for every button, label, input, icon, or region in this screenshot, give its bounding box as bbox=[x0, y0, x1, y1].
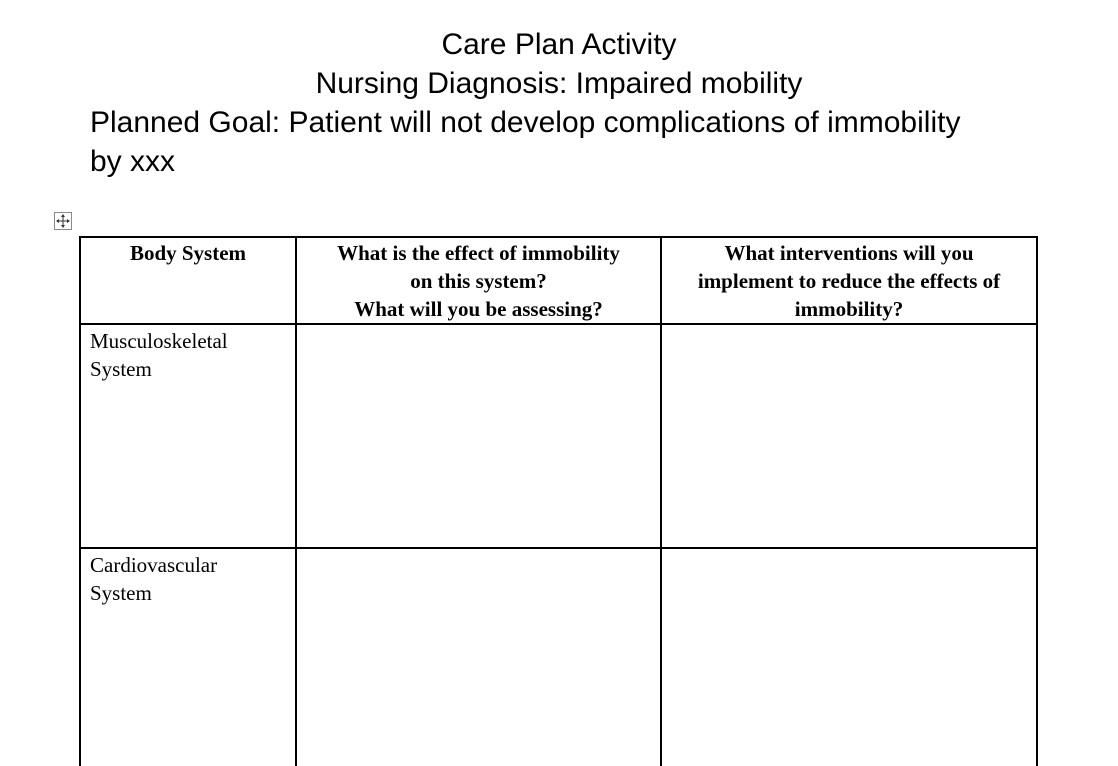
interventions-cell[interactable] bbox=[661, 324, 1037, 548]
header-interventions-line-3: immobility? bbox=[794, 297, 904, 321]
header-interventions-line-2: implement to reduce the effects of bbox=[697, 269, 1001, 293]
care-plan-table bbox=[79, 236, 1038, 766]
body-system-name: Cardiovascular bbox=[90, 553, 218, 577]
header-effect-line-3: What will you be assessing? bbox=[354, 297, 603, 321]
header-effect-line-1: What is the effect of immobility bbox=[337, 241, 620, 265]
table-row bbox=[80, 548, 1037, 766]
table-header-row bbox=[80, 237, 1037, 324]
body-system-cell[interactable] bbox=[80, 324, 296, 548]
nursing-diagnosis: Nursing Diagnosis: Impaired mobility bbox=[315, 67, 803, 100]
header-interventions bbox=[661, 237, 1037, 324]
planned-goal: Planned Goal: Patient will not develop complications of immobility by xxx bbox=[90, 106, 961, 178]
body-system-name: System bbox=[90, 581, 152, 605]
header-body-system bbox=[80, 237, 296, 324]
header-effect-line-2: on this system? bbox=[410, 269, 547, 293]
interventions-cell[interactable] bbox=[661, 548, 1037, 766]
table-row bbox=[80, 324, 1037, 548]
body-system-name: System bbox=[90, 357, 152, 381]
effect-cell[interactable] bbox=[296, 324, 661, 548]
body-system-name: Musculoskeletal bbox=[90, 329, 228, 353]
header-interventions-line-1: What interventions will you bbox=[724, 241, 974, 265]
body-system-cell[interactable] bbox=[80, 548, 296, 766]
header-effect bbox=[296, 237, 661, 324]
header-body-system-label: Body System bbox=[129, 241, 247, 265]
move-arrows-icon bbox=[55, 213, 71, 229]
page-title: Care Plan Activity bbox=[441, 28, 677, 61]
table-move-handle[interactable] bbox=[54, 212, 72, 230]
effect-cell[interactable] bbox=[296, 548, 661, 766]
